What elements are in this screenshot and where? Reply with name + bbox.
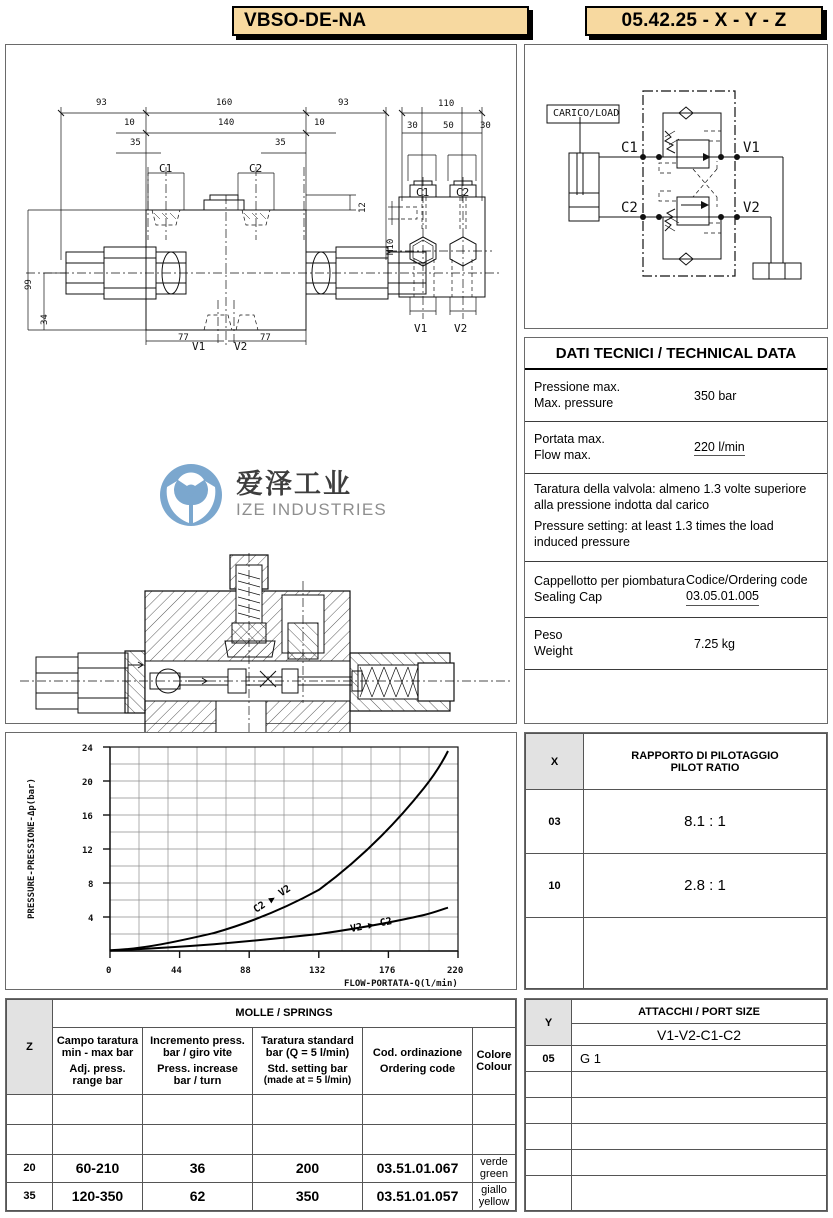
pilot-value-empty xyxy=(584,918,827,989)
logo-english-text: IZE INDUSTRIES xyxy=(236,500,387,519)
springs-col-std-it1: Taratura standard xyxy=(261,1035,354,1048)
port-key-empty5 xyxy=(526,1176,572,1211)
pilot-key-10: 10 xyxy=(526,854,584,918)
springs-code-35: 03.51.01.057 xyxy=(363,1182,473,1210)
chart-annotation-c2-v2: C2 ▶ V2 xyxy=(251,883,293,916)
pilot-key-empty xyxy=(526,918,584,989)
model-title-plate xyxy=(232,6,529,36)
max-flow-label-en: Flow max. xyxy=(534,447,591,462)
front-port-label-c2: C2 xyxy=(249,162,263,175)
front-port-label-c1: C1 xyxy=(159,162,173,175)
springs-col-std-en1: Std. setting bar xyxy=(267,1063,348,1076)
springs-col-header-code xyxy=(363,1027,473,1094)
springs-col-header-standard xyxy=(253,1027,363,1094)
port-subtitle: V1-V2-C1-C2 xyxy=(572,1024,827,1046)
side-port-label-v1: V1 xyxy=(414,322,428,335)
port-key-empty1 xyxy=(526,1072,572,1098)
sealing-cap-label-en: Sealing Cap xyxy=(534,589,603,604)
springs-colour-20-it: verde xyxy=(480,1156,508,1169)
max-pressure-value: 350 bar xyxy=(694,388,737,403)
dimension-drawings-panel xyxy=(5,44,517,724)
springs-key-empty2 xyxy=(7,1124,53,1154)
springs-increase-20: 36 xyxy=(143,1155,253,1183)
port-size-panel xyxy=(524,998,828,1212)
springs-key-35: 35 xyxy=(7,1182,53,1210)
side-port-label-v2: V2 xyxy=(454,322,468,335)
springs-col-range-en2: range bar xyxy=(72,1074,123,1087)
springs-standard-35: 350 xyxy=(253,1182,363,1210)
schematic-port-c2: C2 xyxy=(621,200,638,216)
springs-col-colour-it1: Colore xyxy=(476,1048,512,1061)
springs-row-empty-1 xyxy=(7,1094,516,1124)
chart-xtick-44: 44 xyxy=(171,966,182,976)
port-row-empty-5 xyxy=(526,1176,827,1211)
side-port-label-c1: C1 xyxy=(416,186,430,199)
chart-xtick-132: 132 xyxy=(309,966,326,976)
springs-row-35 xyxy=(7,1182,516,1210)
pilot-value-03: 8.1 : 1 xyxy=(584,790,827,854)
dim-140: 140 xyxy=(218,118,235,128)
schematic-port-c1: C1 xyxy=(621,140,638,156)
max-flow-value: 220 l/min xyxy=(694,439,745,454)
port-value-empty1 xyxy=(572,1072,827,1098)
chart-annotation-v2-c2: V2 ▶ C2 xyxy=(349,916,393,935)
side-port-label-c2: C2 xyxy=(456,186,470,199)
chart-xtick-0: 0 xyxy=(106,966,112,976)
dim-30-right: 30 xyxy=(480,121,491,131)
pilot-row-03 xyxy=(526,790,827,854)
springs-col-code-it1: Cod. ordinazione xyxy=(372,1046,463,1059)
port-row-empty-4 xyxy=(526,1150,827,1176)
pilot-ratio-panel xyxy=(524,732,828,990)
dim-77-right: 77 xyxy=(260,333,271,343)
chart-ytick-4: 4 xyxy=(88,914,94,924)
springs-range-empty2 xyxy=(53,1124,143,1154)
ize-logo-mark-icon xyxy=(158,462,224,528)
chart-ytick-8: 8 xyxy=(88,880,94,890)
weight-label-it: Peso xyxy=(534,628,563,642)
port-value-empty4 xyxy=(572,1150,827,1176)
springs-col-inc-en1: Press. increase xyxy=(157,1062,238,1075)
springs-increase-empty1 xyxy=(143,1094,253,1124)
springs-key-empty1 xyxy=(7,1094,53,1124)
springs-colour-empty1 xyxy=(473,1094,516,1124)
springs-col-header-colour xyxy=(473,1027,516,1094)
springs-col-std-en2: (made at = 5 l/min) xyxy=(263,1075,352,1087)
port-row-empty-2 xyxy=(526,1098,827,1124)
dim-93-right: 93 xyxy=(338,98,349,108)
springs-increase-empty2 xyxy=(143,1124,253,1154)
schematic-load-label: CARICO/LOAD xyxy=(553,108,620,119)
port-key-header: Y xyxy=(526,1000,572,1046)
dim-34: 34 xyxy=(40,314,50,325)
port-key-empty3 xyxy=(526,1124,572,1150)
chart-xtick-176: 176 xyxy=(379,966,396,976)
springs-key-header: Z xyxy=(7,1000,53,1095)
port-title: ATTACCHI / PORT SIZE xyxy=(572,1000,827,1024)
dim-110: 110 xyxy=(438,99,455,109)
springs-code-empty1 xyxy=(363,1094,473,1124)
tech-row-weight xyxy=(525,618,827,670)
schematic-port-v1: V1 xyxy=(743,140,760,156)
technical-data-title: DATI TECNICI / TECHNICAL DATA xyxy=(525,338,827,370)
pilot-key-header: X xyxy=(526,734,584,790)
dim-10-left: 10 xyxy=(124,118,135,128)
chart-ytick-24: 24 xyxy=(82,744,93,754)
springs-col-range-en1: Adj. press. xyxy=(69,1062,126,1075)
tech-row-pressure-setting-note xyxy=(525,474,827,562)
springs-colour-35 xyxy=(473,1182,516,1210)
tech-row-max-flow xyxy=(525,422,827,474)
ordering-code-plate xyxy=(585,6,823,36)
chart-xtick-88: 88 xyxy=(240,966,251,976)
max-flow-label-it: Portata max. xyxy=(534,432,605,446)
dim-35-right: 35 xyxy=(275,138,286,148)
springs-code-20: 03.51.01.067 xyxy=(363,1155,473,1183)
springs-col-colour-en1: Colour xyxy=(476,1060,512,1073)
springs-key-20: 20 xyxy=(7,1155,53,1183)
dim-50: 50 xyxy=(443,121,454,131)
port-size-table xyxy=(525,999,827,1211)
springs-col-inc-it2: bar / giro vite xyxy=(162,1046,233,1059)
chart-ytick-12: 12 xyxy=(82,846,93,856)
pilot-ratio-table xyxy=(525,733,827,989)
weight-value: 7.25 kg xyxy=(694,636,736,651)
port-row-empty-3 xyxy=(526,1124,827,1150)
pressure-setting-note-it: Taratura della valvola: almeno 1.3 volte superiore alla pressione indotta dal carico xyxy=(534,482,807,512)
springs-standard-empty2 xyxy=(253,1124,363,1154)
dim-30-left: 30 xyxy=(407,121,418,131)
max-pressure-label-it: Pressione max. xyxy=(534,380,621,394)
port-value-empty3 xyxy=(572,1124,827,1150)
chart-ytick-20: 20 xyxy=(82,778,93,788)
pilot-title-line1: RAPPORTO DI PILOTAGGIO xyxy=(631,749,779,762)
springs-panel xyxy=(5,998,517,1212)
springs-row-empty-2 xyxy=(7,1124,516,1154)
tech-row-max-pressure xyxy=(525,370,827,422)
pressure-flow-chart xyxy=(6,733,518,991)
sealing-cap-label-it: Cappellotto per piombatura xyxy=(534,574,685,588)
springs-standard-empty1 xyxy=(253,1094,363,1124)
pilot-title-line2: PILOT RATIO xyxy=(670,761,740,774)
max-pressure-label-en: Max. pressure xyxy=(534,395,614,410)
technical-data-panel xyxy=(524,337,828,724)
dim-77-left: 77 xyxy=(178,333,189,343)
tech-row-sealing-cap xyxy=(525,562,827,618)
springs-col-header-increase xyxy=(143,1027,253,1094)
springs-range-20: 60-210 xyxy=(53,1155,143,1183)
pilot-value-10: 2.8 : 1 xyxy=(584,854,827,918)
port-value-empty5 xyxy=(572,1176,827,1211)
hydraulic-circuit-diagram xyxy=(525,45,825,326)
pressure-flow-chart-panel xyxy=(5,732,517,990)
front-port-label-v2: V2 xyxy=(234,340,248,353)
springs-increase-35: 62 xyxy=(143,1182,253,1210)
logo-chinese-text: 爱泽工业 xyxy=(236,469,352,500)
chart-ytick-16: 16 xyxy=(82,812,93,822)
dim-160: 160 xyxy=(216,98,233,108)
chart-xtick-220: 220 xyxy=(447,966,464,976)
dim-99: 99 xyxy=(24,279,34,290)
springs-colour-empty2 xyxy=(473,1124,516,1154)
port-key-empty2 xyxy=(526,1098,572,1124)
springs-title: MOLLE / SPRINGS xyxy=(53,1000,516,1028)
dim-12: 12 xyxy=(358,202,368,213)
ordering-code-text: 05.42.25 - X - Y - Z xyxy=(621,10,787,31)
springs-col-range-it2: min - max bar xyxy=(61,1046,134,1059)
port-value-05: G 1 xyxy=(572,1046,827,1072)
port-key-empty4 xyxy=(526,1150,572,1176)
port-value-empty2 xyxy=(572,1098,827,1124)
dim-93-left: 93 xyxy=(96,98,107,108)
sealing-cap-code-value: 03.05.01.005 xyxy=(686,589,759,607)
springs-table xyxy=(6,999,516,1211)
weight-label-en: Weight xyxy=(534,643,573,658)
pilot-row-empty xyxy=(526,918,827,989)
springs-range-empty1 xyxy=(53,1094,143,1124)
chart-ylabel: PRESSURE-PRESSIONE-Δp(bar) xyxy=(27,778,37,919)
port-row-05 xyxy=(526,1046,827,1072)
springs-col-code-en1: Ordering code xyxy=(379,1062,456,1075)
springs-colour-20 xyxy=(473,1155,516,1183)
pilot-key-03: 03 xyxy=(526,790,584,854)
springs-row-20 xyxy=(7,1155,516,1183)
springs-col-inc-en2: bar / turn xyxy=(173,1074,222,1087)
springs-code-empty2 xyxy=(363,1124,473,1154)
springs-range-35: 120-350 xyxy=(53,1182,143,1210)
hydraulic-schematic-panel xyxy=(524,44,828,329)
sealing-cap-code-header: Codice/Ordering code xyxy=(686,573,808,587)
model-title-text: VBSO-DE-NA xyxy=(244,10,367,31)
dim-35-left: 35 xyxy=(130,138,141,148)
front-port-label-v1: V1 xyxy=(192,340,206,353)
springs-colour-35-en: yellow xyxy=(478,1196,510,1209)
company-logo xyxy=(158,460,428,530)
springs-colour-35-it: giallo xyxy=(481,1184,507,1197)
springs-col-inc-it1: Incremento press. xyxy=(150,1034,245,1047)
chart-xlabel: FLOW-PORTATA-Q(l/min) xyxy=(344,979,458,989)
pressure-setting-note-en: Pressure setting: at least 1.3 times the load induced pressure xyxy=(534,519,774,549)
port-key-05: 05 xyxy=(526,1046,572,1072)
springs-colour-20-en: green xyxy=(479,1168,509,1181)
schematic-port-v2: V2 xyxy=(743,200,760,216)
port-row-empty-1 xyxy=(526,1072,827,1098)
springs-col-std-it2: bar (Q = 5 l/min) xyxy=(265,1047,350,1060)
pilot-title xyxy=(584,734,827,790)
springs-col-range-it1: Campo taratura xyxy=(56,1034,139,1047)
springs-standard-20: 200 xyxy=(253,1155,363,1183)
pilot-row-10 xyxy=(526,854,827,918)
springs-col-header-range xyxy=(53,1027,143,1094)
dim-10-right: 10 xyxy=(314,118,325,128)
dim-m10: M10 xyxy=(386,238,396,255)
